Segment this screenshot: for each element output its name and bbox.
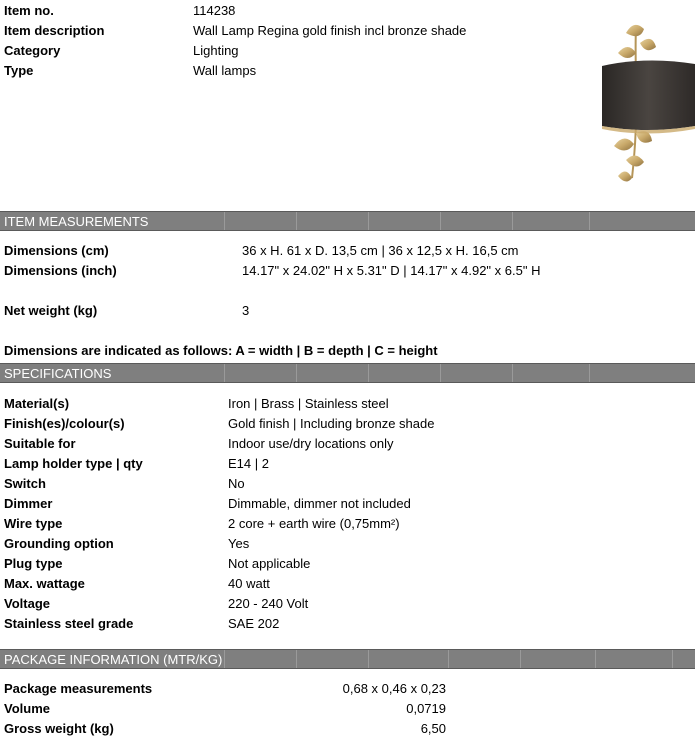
spec-label: Switch	[4, 476, 46, 491]
band-divider	[224, 364, 225, 382]
spec-value: Dimmable, dimmer not included	[228, 496, 411, 511]
item-no-row	[0, 1, 695, 21]
package-row	[0, 719, 695, 739]
dimensions-note-row	[0, 341, 695, 361]
spec-row	[0, 454, 695, 474]
package-row	[0, 679, 695, 699]
band-divider	[368, 364, 369, 382]
spec-value: 40 watt	[228, 576, 270, 591]
band-divider	[296, 650, 297, 668]
band-divider	[224, 650, 225, 668]
band-divider	[595, 650, 596, 668]
spec-row	[0, 414, 695, 434]
spec-value: SAE 202	[228, 616, 280, 631]
package-information-header	[0, 649, 695, 669]
spec-label: Suitable for	[4, 436, 76, 451]
band-divider	[512, 212, 513, 230]
spec-label: Dimmer	[4, 496, 53, 511]
band-divider	[520, 650, 521, 668]
item-measurements-title: ITEM MEASUREMENTS	[4, 214, 149, 229]
spec-row	[0, 434, 695, 454]
dimensions-inch-value: 14.17" x 24.02" H x 5.31" D | 14.17" x 4.92" x 6.5" H	[242, 263, 541, 278]
spec-label: Grounding option	[4, 536, 114, 551]
item-description-label: Item description	[4, 23, 105, 38]
spec-row	[0, 614, 695, 634]
package-label: Package measurements	[4, 681, 153, 696]
band-divider	[296, 364, 297, 382]
package-value: 6,50	[420, 721, 446, 736]
package-row	[0, 699, 695, 719]
item-description-row	[0, 21, 695, 41]
band-divider	[440, 364, 441, 382]
dimensions-cm-value: 36 x H. 61 x D. 13,5 cm | 36 x 12,5 x H. 16,5 cm	[242, 243, 519, 258]
spec-row	[0, 514, 695, 534]
dimensions-inch-label: Dimensions (inch)	[4, 263, 117, 278]
spec-value: No	[228, 476, 245, 491]
category-label: Category	[4, 43, 61, 58]
band-divider	[672, 650, 673, 668]
band-divider	[224, 212, 225, 230]
specifications-title: SPECIFICATIONS	[4, 366, 112, 381]
spec-label: Wire type	[4, 516, 63, 531]
dimensions-cm-label: Dimensions (cm)	[4, 243, 109, 258]
specifications-header	[0, 363, 695, 383]
package-label: Gross weight (kg)	[4, 721, 114, 736]
band-divider	[368, 212, 369, 230]
category-value: Lighting	[193, 43, 239, 58]
spec-label: Max. wattage	[4, 576, 85, 591]
wall-lamp-product-image	[596, 8, 695, 198]
spec-value: E14 | 2	[228, 456, 269, 471]
spec-value: Yes	[228, 536, 250, 551]
dimensions-inch-row	[0, 261, 695, 281]
spec-row	[0, 574, 695, 594]
band-divider	[589, 364, 590, 382]
dimensions-cm-row	[0, 241, 695, 261]
package-value: 0,68 x 0,46 x 0,23	[342, 681, 446, 696]
spec-row	[0, 554, 695, 574]
band-divider	[440, 212, 441, 230]
spec-label: Lamp holder type | qty	[4, 456, 143, 471]
package-value: 0,0719	[406, 701, 446, 716]
spec-label: Stainless steel grade	[4, 616, 134, 631]
net-weight-row	[0, 301, 695, 321]
type-label: Type	[4, 63, 34, 78]
spec-row	[0, 394, 695, 414]
spec-value: 2 core + earth wire (0,75mm²)	[228, 516, 400, 531]
package-label: Volume	[4, 701, 50, 716]
band-divider	[589, 212, 590, 230]
band-divider	[512, 364, 513, 382]
spec-row	[0, 474, 695, 494]
item-no-label: Item no.	[4, 3, 54, 18]
spec-label: Material(s)	[4, 396, 70, 411]
spec-value: Iron | Brass | Stainless steel	[228, 396, 389, 411]
type-row	[0, 61, 695, 81]
package-information-title: PACKAGE INFORMATION (MTR/KG)	[4, 652, 223, 667]
spec-row	[0, 494, 695, 514]
dimensions-note: Dimensions are indicated as follows: A = width | B = depth | C = height	[4, 343, 438, 358]
band-divider	[368, 650, 369, 668]
spec-value: 220 - 240 Volt	[228, 596, 309, 611]
spec-value: Not applicable	[228, 556, 311, 571]
item-no-value: 114238	[193, 3, 236, 18]
band-divider	[448, 650, 449, 668]
spec-label: Plug type	[4, 556, 63, 571]
band-divider	[296, 212, 297, 230]
category-row	[0, 41, 695, 61]
spec-value: Gold finish | Including bronze shade	[228, 416, 435, 431]
type-value: Wall lamps	[193, 63, 257, 78]
item-measurements-header	[0, 211, 695, 231]
spec-value: Indoor use/dry locations only	[228, 436, 394, 451]
spec-label: Finish(es)/colour(s)	[4, 416, 125, 431]
item-description-value: Wall Lamp Regina gold finish incl bronze shade	[193, 23, 467, 38]
spec-label: Voltage	[4, 596, 50, 611]
net-weight-value: 3	[242, 303, 250, 318]
spec-row	[0, 534, 695, 554]
net-weight-label: Net weight (kg)	[4, 303, 98, 318]
spec-row	[0, 594, 695, 614]
